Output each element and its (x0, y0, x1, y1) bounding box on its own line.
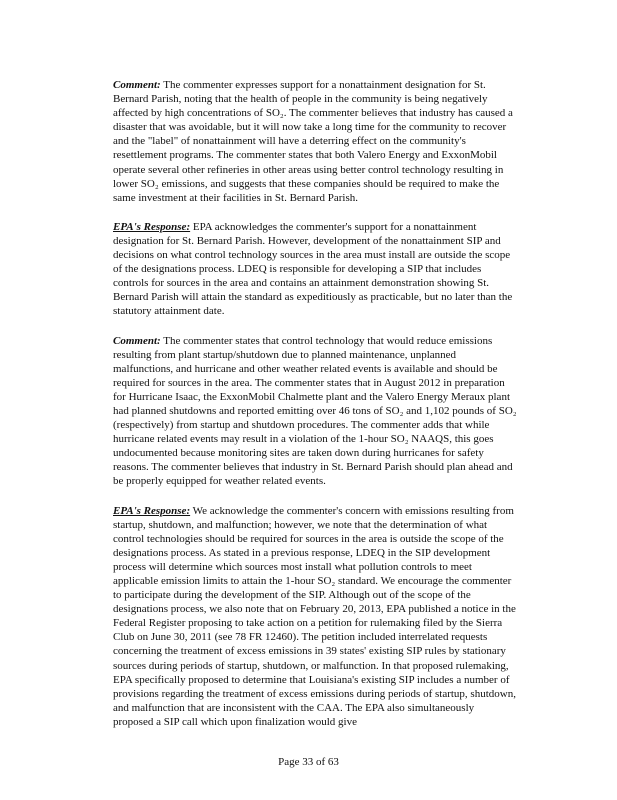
page-number: Page 33 of 63 (278, 756, 339, 768)
comment-text: The commenter states that control technology that would reduce emissions resulting from plant startup/shutdown due to planned maintenance, unplanned malfunctions, and hurricane and other weather related events is available and should be required for sources in the area. The commenter states that in August 2012 in preparation for Hurricane Isaac, the ExxonMobil Chalmette plant and the Valero Energy Meraux plant had planned shutdowns and reported emitting over 46 tons of SO₂ and 1,102 pounds of SO₂ (respectively) from startup and shutdown procedures. The commenter adds that while hurricane related events may result in a violation of the 1-hour SO₂ NAAQS, this goes undocumented because monitoring sites are taken down during hurricanes for safety reasons. The commenter believes that industry in St. Bernard Parish should plan ahead and be properly equipped for weather related events. (113, 334, 517, 488)
response-paragraph-1 (113, 220, 517, 319)
response-text: EPA acknowledges the commenter's support for a nonattainment designation for St. Bernard Parish. However, development of the nonattainment SIP and decisions on what control technology sources in the area must install are outside the scope of the designations process. LDEQ is responsible for developing a SIP that includes controls for sources in the area and contains an attainment demonstration showing St. Bernard Parish will attain the standard as expeditiously as practicable, but no later than the statutory attainment date. (113, 220, 513, 318)
comment-label: Comment: (113, 79, 161, 91)
comment-label: Comment: (113, 334, 161, 347)
response-paragraph-2 (113, 504, 517, 730)
document-body (113, 78, 517, 744)
response-label: EPA's Response: (113, 220, 191, 233)
comment-text: The commenter expresses support for a nonattainment designation for St. Bernard Parish, noting that the health of people in the community is being negatively affected by high concentrations of SO₂. The commenter believes that industry has caused a disaster that was avoidable, but it will now take a long time for the community to recover and the "label" of nonattainment will have a deterring effect on the community's resettlement programs. The commenter states that both Valero Energy and ExxonMobil operate several other refineries in other areas using better control technology resulting in lower SO₂ emissions, and suggests that these companies should be required to make the same investment at their facilities in St. Bernard Parish. (113, 79, 513, 204)
comment-paragraph-2 (113, 334, 517, 489)
response-text: We acknowledge the commenter's concern with emissions resulting from startup, shutdown, and malfunction; however, we note that the determination of what control technologies should be required for sources in the area is outside the scope of the designations process. As stated in a previous response, LDEQ in the SIP development process will determine which sources most install what pollution controls to meet applicable emission limits to attain the 1-hour SO₂ standard. We encourage the commenter to participate during the development of the SIP. Although out of the scope of the designations process, we also note that on February 20, 2013, EPA published a notice in the Federal Register proposing to take action on a petition for rulemaking filed by the Sierra Club on June 30, 2011 (see 78 FR 12460). The petition included interrelated requests concerning the treatment of excess emissions in 39 states' existing SIP rules by stationary sources during periods of startup, shutdown, or malfunction. In that proposed rulemaking, EPA specifically proposed to determine that Louisiana's existing SIP includes a number of provisions regarding the treatment of excess emissions during periods of startup, shutdown, and malfunction that are inconsistent with the CAA. The EPA also simultaneously proposed a SIP call which upon finalization would give (113, 504, 516, 728)
response-label: EPA's Response: (113, 504, 191, 517)
comment-paragraph-1 (113, 78, 517, 205)
